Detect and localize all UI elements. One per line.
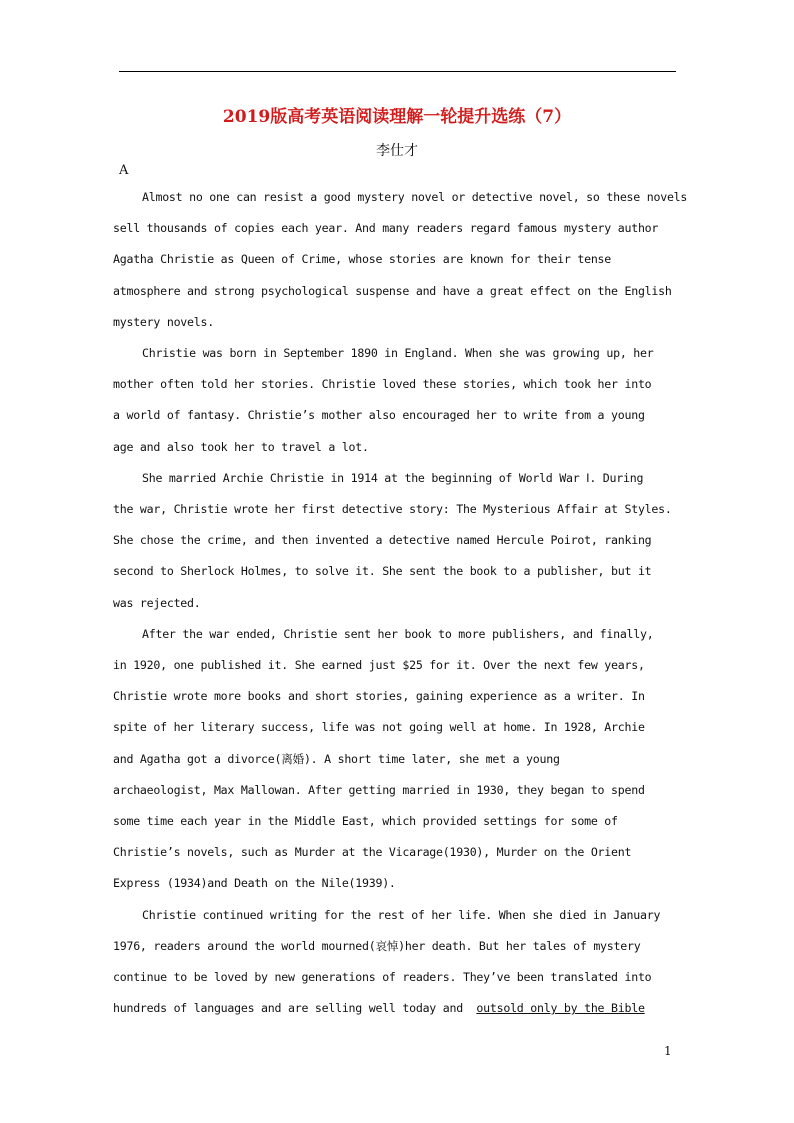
paragraph-line: spite of her literary success, life was not going well at home. In 1928, Archie [113, 720, 645, 735]
paragraph-line: Christie’s novels, such as Murder at the Vicarage(1930), Murder on the Orient [113, 845, 632, 860]
paragraph-line: in 1920, one published it. She earned just $25 for it. Over the next few years, [113, 658, 645, 673]
paragraph-line: mystery novels. [113, 314, 214, 329]
paragraph-line: some time each year in the Middle East, which provided settings for some of [113, 814, 618, 829]
line-prefix: hundreds of languages and are selling well today and [113, 1001, 477, 1016]
paragraph [113, 619, 686, 900]
underlined-phrase: outsold only by the Bible [476, 1001, 645, 1016]
paragraph-line: Christie continued writing for the rest of her life. When she died in January [142, 907, 661, 922]
paragraph-line: was rejected. [113, 595, 201, 610]
document-author: 李仕才 [376, 143, 418, 159]
paragraph-line: Express (1934)and Death on the Nile(1939). [113, 876, 396, 891]
paragraph-line: archaeologist, Max Mallowan. After getting married in 1930, they began to spend [113, 782, 645, 797]
paragraph-line: continue to be loved by new generations of readers. They’ve been translated into [113, 970, 652, 985]
paragraph [113, 182, 686, 338]
paragraph-line: sell thousands of copies each year. And many readers regard famous mystery author [113, 221, 659, 236]
paragraph-line: Agatha Christie as Queen of Crime, whose stories are known for their tense [113, 252, 612, 267]
paragraph-line: and Agatha got a divorce(离婚). A short time later, she met a young [113, 751, 560, 766]
paragraph-line: She married Archie Christie in 1914 at the beginning of World War Ⅰ. During [142, 470, 644, 485]
paragraph-line-last [113, 993, 686, 1024]
paragraph-line: second to Sherlock Holmes, to solve it. She sent the book to a publisher, but it [113, 564, 652, 579]
paragraph [113, 900, 686, 1025]
article-body [113, 182, 686, 1024]
paragraph-line: the war, Christie wrote her first detective story: The Mysterious Affair at Styles. [113, 502, 672, 517]
paragraph-line: atmosphere and strong psychological suspense and have a great effect on the English [113, 283, 672, 298]
section-label: A [119, 163, 129, 178]
document-title: 2019版高考英语阅读理解一轮提升选练（7） [222, 107, 572, 127]
paragraph-line: Christie wrote more books and short stories, gaining experience as a writer. In [113, 689, 645, 704]
paragraph-line: 1976, readers around the world mourned(哀悼)her death. But her tales of mystery [113, 938, 641, 953]
paragraph-line: After the war ended, Christie sent her book to more publishers, and finally, [142, 626, 654, 641]
paragraph-line: Christie was born in September 1890 in England. When she was growing up, her [142, 346, 654, 361]
paragraph-line: mother often told her stories. Christie loved these stories, which took her into [113, 377, 652, 392]
header-rule [119, 71, 676, 72]
paragraph-line: age and also took her to travel a lot. [113, 439, 369, 454]
paragraph-line: a world of fantasy. Christie’s mother also encouraged her to write from a young [113, 408, 645, 423]
paragraph-line: Almost no one can resist a good mystery novel or detective novel, so these novels [142, 190, 688, 204]
page-number: 1 [664, 1044, 672, 1058]
paragraph [113, 338, 686, 463]
paragraph [113, 463, 686, 619]
paragraph-line: She chose the crime, and then invented a detective named Hercule Poirot, ranking [113, 533, 652, 548]
